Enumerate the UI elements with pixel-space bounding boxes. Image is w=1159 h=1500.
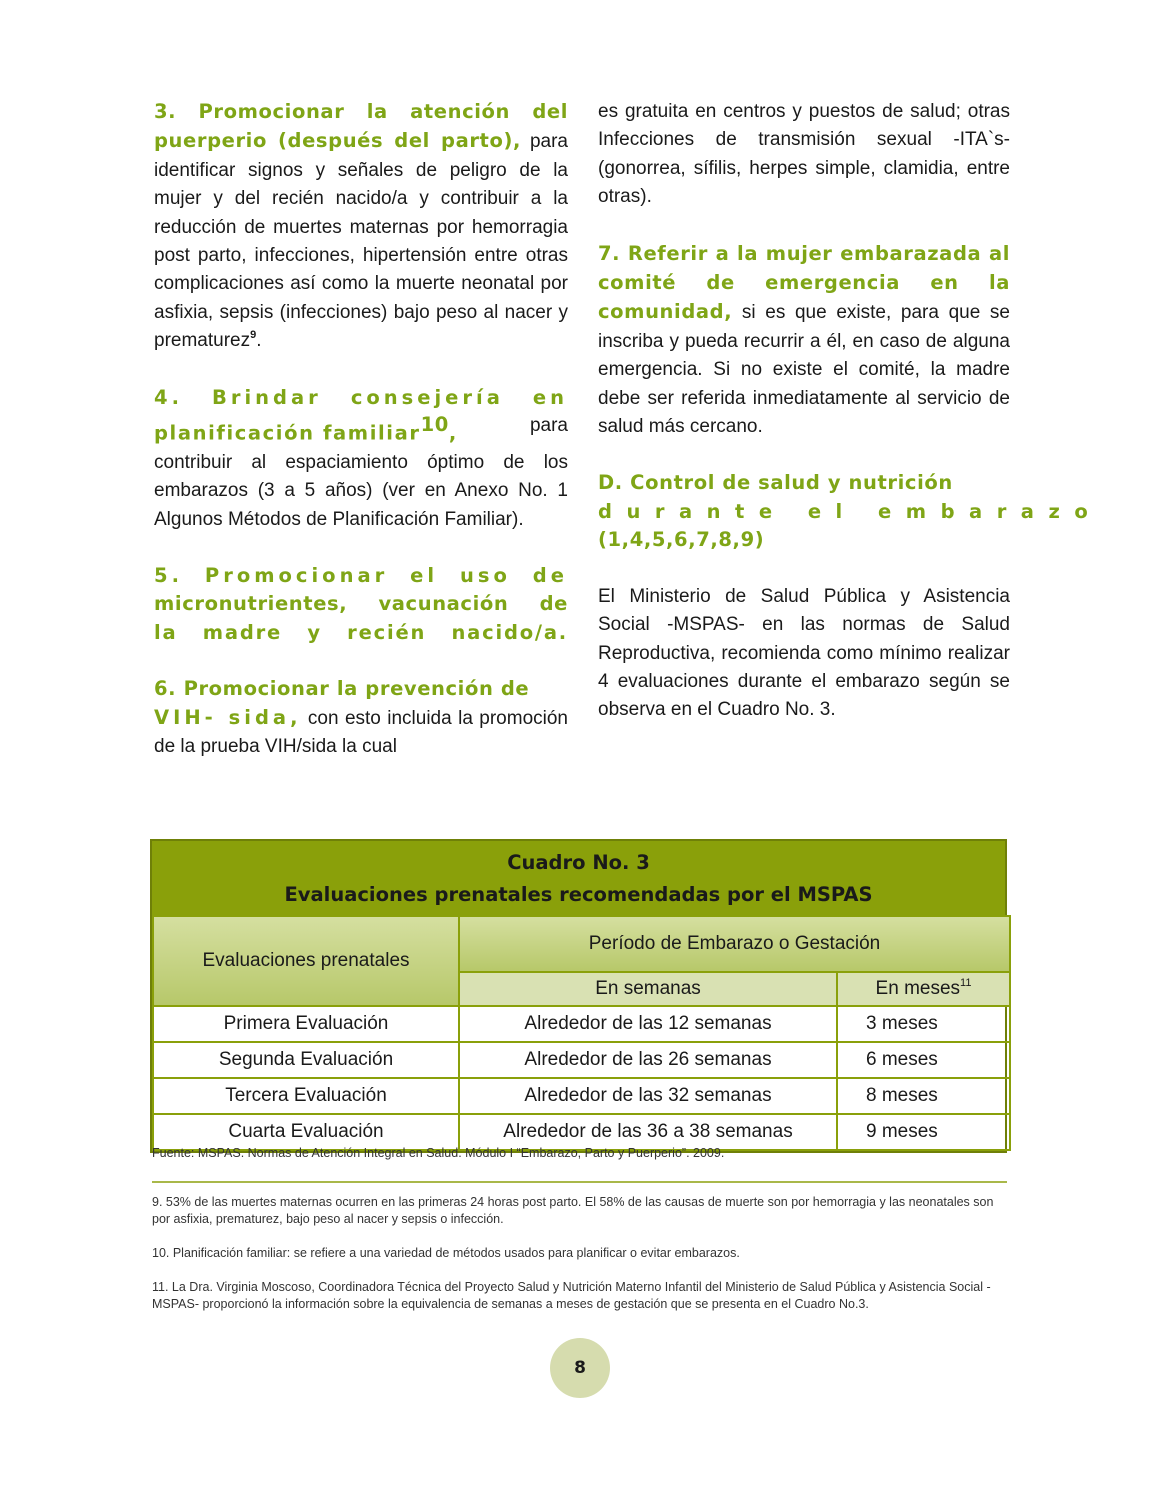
section-5: [154, 562, 568, 647]
row-eval: Primera Evaluación: [153, 1006, 459, 1042]
heading-6-line1: 6. Promocionar la prevención de: [154, 677, 530, 701]
footnote-ref-11: 11: [960, 976, 972, 989]
row-weeks: Alrededor de las 32 semanas: [459, 1078, 837, 1114]
table-header: [150, 839, 1007, 915]
section-d-text: El Ministerio de Salud Pública y Asistencia Social -MSPAS- en las normas de Salud Reproductiva, recomienda como mínimo realizar 4 evaluaciones durante el embarazo según se observa en el Cuadro No. 3.: [598, 585, 1010, 721]
table-title: Cuadro No. 3: [507, 851, 650, 874]
heading-6-line2: VIH- sida,: [154, 705, 302, 729]
footnote-ref-9: 9: [250, 328, 257, 341]
table-row: [153, 1006, 1010, 1042]
col-header-months-label: En meses: [875, 978, 961, 999]
row-months: 6 meses: [837, 1042, 1010, 1078]
section-6: [154, 675, 568, 761]
table-subtitle: Evaluaciones prenatales recomendadas por el MSPAS: [284, 883, 873, 906]
section-3-text: para identificar signos y señales de peligro de la mujer y del recién nacido/a y contribuir a la reducción de muertes maternas por hemorragia post parto, infecciones, hipertensión entre otras complicaciones así como la muerte neonatal por asfixia, sepsis (infecciones) bajo peso al nacer y prematurez: [154, 131, 568, 352]
footnote-10: 10. Planificación familiar: se refiere a una variedad de métodos usados para planificar o evitar embarazos.: [152, 1246, 740, 1260]
section-4: [154, 384, 568, 534]
heading-d-line2: durante el embarazo: [598, 499, 1103, 523]
row-months: 9 meses: [837, 1114, 1010, 1150]
heading-4-comma: ,: [448, 421, 457, 445]
heading-5-line1: 5. Promocionar el uso de: [154, 564, 568, 588]
heading-3: 3. Promocionar la atención del puerperio (después del parto),: [154, 100, 568, 153]
cuadro-3: [150, 839, 1007, 1153]
table-body: [150, 915, 1007, 1153]
section-d-heading: [598, 469, 1103, 554]
table-row: [153, 1114, 1010, 1150]
heading-4-line2: planificación familiar: [154, 421, 421, 445]
row-weeks: Alrededor de las 36 a 38 semanas: [459, 1114, 837, 1150]
table-source: Fuente: MSPAS. Normas de Atención Integral en Salud. Módulo I “Embarazo, Parto y Puerperio”. 2009.: [152, 1146, 725, 1160]
section-4-inline: para: [529, 415, 568, 437]
page-number: 8: [550, 1338, 610, 1398]
heading-5-line3: la madre y recién nacido/a.: [154, 620, 568, 644]
section-7: [598, 240, 1010, 442]
footnote-9: 9. 53% de las muertes maternas ocurren en las primeras 24 horas post parto. El 58% de las causas de muerte son por hemorragia y las neonatales son por asfixia, prematurez, bajo peso al nacer y sepsis o infección.: [152, 1195, 994, 1226]
section-7-text: si es que existe, para que se inscriba y pueda recurrir a él, en caso de alguna emergencia. Si no existe el comité, la madre debe ser referida inmediatamente al servicio de salud más cercano.: [598, 302, 1010, 438]
section-4-text: contribuir al espaciamiento óptimo de los embarazos (3 a 5 años) (ver en Anexo No. 1 Algunos Métodos de Planificación Familiar).: [154, 451, 568, 530]
section-3: 3. Promocionar la atención del puerperio (después del parto), para identificar signos y señales de peligro de la mujer y del recién nacido/a y contribuir a la reducción de muertes maternas por hemorragia post parto, infecciones, hipertensión entre otras complicaciones así como la muerte neonatal por asfixia, sepsis (infecciones) bajo peso al nacer y prematurez$^9$.: [154, 100, 568, 352]
footnote-divider: [152, 1181, 1007, 1183]
col-header-weeks: En semanas: [459, 972, 837, 1006]
row-eval: Segunda Evaluación: [153, 1042, 459, 1078]
footnote-11: 11. La Dra. Virginia Moscoso, Coordinadora Técnica del Proyecto Salud y Nutrición Materno Infantil del Ministerio de Salud Pública y Asistencia Social -MSPAS- proporcionó la información sobre la equivalencia de semanas a meses de gestación que se presenta en el Cuadro No.3.: [152, 1280, 991, 1311]
row-months: 3 meses: [837, 1006, 1010, 1042]
left-column: [154, 98, 568, 761]
row-eval: Cuarta Evaluación: [153, 1114, 459, 1150]
col-header-evaluations: Evaluaciones prenatales: [153, 916, 459, 1006]
footnote-ref-10: 10: [420, 413, 449, 437]
table-row: [153, 1042, 1010, 1078]
heading-d-line1: D. Control de salud y nutrición: [598, 471, 953, 495]
section-6-continued: es gratuita en centros y puestos de salud; otras Infecciones de transmisión sexual -ITA`s- (gonorrea, sífilis, herpes simple, clamidia, entre otras).: [598, 101, 1010, 208]
row-eval: Tercera Evaluación: [153, 1078, 459, 1114]
right-column: [598, 98, 1103, 725]
table-row: [153, 1078, 1010, 1114]
row-weeks: Alrededor de las 26 semanas: [459, 1042, 837, 1078]
col-header-period: Período de Embarazo o Gestación: [459, 916, 1010, 972]
heading-4-line1: 4. Brindar consejería en: [154, 385, 568, 409]
row-weeks: Alrededor de las 12 semanas: [459, 1006, 837, 1042]
section-6-text: con esto incluida la promoción de la prueba VIH/sida la cual: [154, 707, 568, 758]
heading-7: 7. Referir a la mujer embarazada al comité de emergencia en la comunidad,: [598, 241, 1010, 324]
evaluations-table: [152, 915, 1011, 1151]
heading-d-line3: (1,4,5,6,7,8,9): [598, 528, 765, 552]
col-header-months: [837, 972, 1010, 1006]
row-months: 8 meses: [837, 1078, 1010, 1114]
heading-5-line2: micronutrientes, vacunación de: [154, 592, 568, 616]
